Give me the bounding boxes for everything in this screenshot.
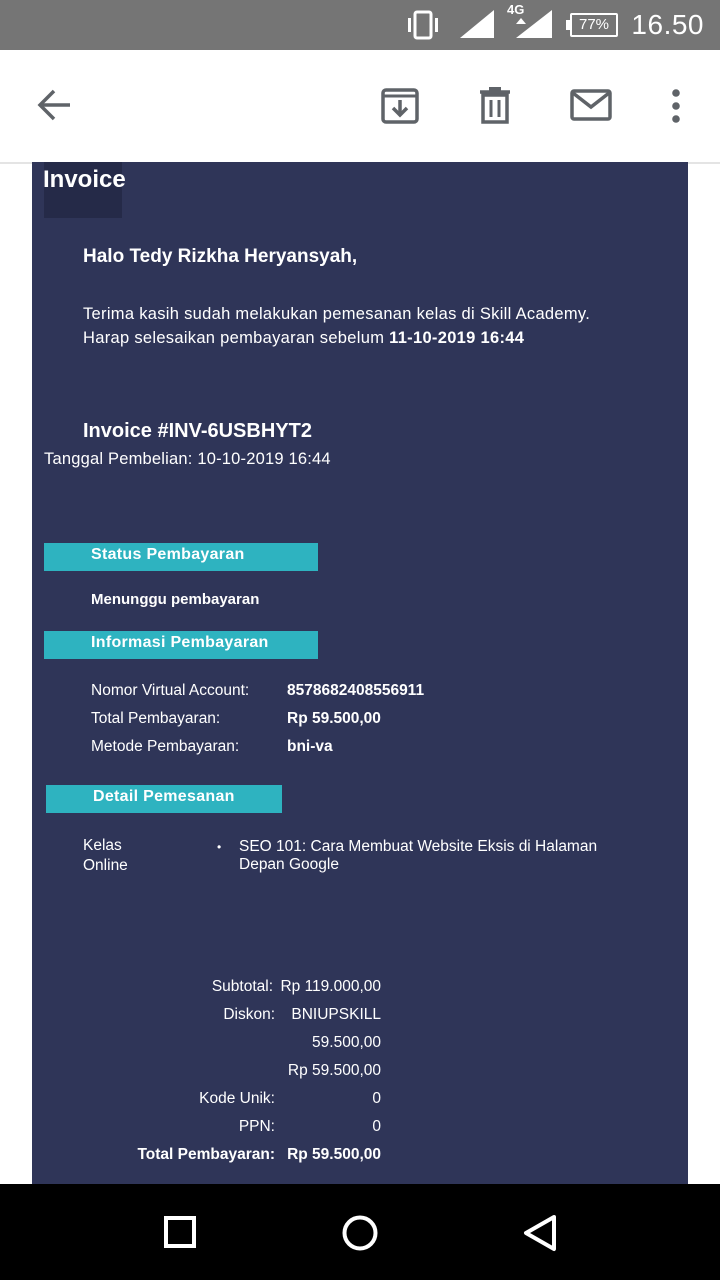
- discount-amount: 59.500,00: [312, 1034, 381, 1051]
- virtual-account-value: 8578682408556911: [287, 682, 425, 699]
- signal-4g-icon: [516, 10, 554, 45]
- payment-deadline: 11-10-2019 16:44: [389, 329, 525, 347]
- discount-code: BNIUPSKILL: [291, 1006, 381, 1023]
- invoice-email-body: [32, 162, 688, 1184]
- subtotal-value: Rp 119.000,00: [280, 978, 381, 995]
- tax-value: 0: [372, 1118, 381, 1135]
- order-category-line-2: Online: [83, 857, 128, 874]
- payment-method-value: bni-va: [287, 738, 333, 755]
- system-nav-bar: [0, 1184, 720, 1280]
- payment-status: Menunggu pembayaran: [91, 591, 260, 608]
- status-section-header: Status Pembayaran: [44, 543, 318, 571]
- course-title: SEO 101: Cara Membuat Website Eksis di Halaman Depan Google: [239, 838, 598, 873]
- discount-label: Diskon:: [223, 1006, 275, 1023]
- payment-method-label: Metode Pembayaran:: [91, 738, 240, 755]
- order-category: [83, 836, 153, 876]
- back-arrow-icon[interactable]: [36, 88, 74, 127]
- order-category-line-1: Kelas: [83, 837, 122, 854]
- home-circle-icon[interactable]: [341, 1214, 379, 1257]
- purchase-date: Tanggal Pembelian: 10-10-2019 16:44: [44, 450, 331, 468]
- email-toolbar: [0, 50, 720, 164]
- status-bar: [0, 0, 720, 50]
- intro-paragraph: [83, 302, 590, 350]
- invoice-number: Invoice #INV-6USBHYT2: [83, 420, 312, 442]
- greeting: Halo Tedy Rizkha Heryansyah,: [83, 246, 358, 267]
- signal-icon: [460, 10, 496, 45]
- clock: 16.50: [631, 9, 704, 40]
- payment-info-section-header: Informasi Pembayaran: [44, 631, 318, 659]
- after-discount-value: Rp 59.500,00: [287, 1062, 381, 1079]
- archive-icon[interactable]: [381, 86, 419, 129]
- unique-code-label: Kode Unik:: [199, 1090, 275, 1107]
- mail-icon[interactable]: [570, 89, 612, 126]
- bullet-icon: •: [217, 840, 222, 854]
- more-vert-icon[interactable]: [670, 88, 682, 129]
- intro-line-2: [83, 326, 590, 350]
- total-payment-value: Rp 59.500,00: [287, 710, 381, 727]
- network-type-label: 4G: [507, 2, 525, 17]
- battery-icon: 77%: [570, 13, 618, 37]
- grand-total-label: Total Pembayaran:: [137, 1146, 275, 1163]
- unique-code-value: 0: [372, 1090, 381, 1107]
- tax-label: PPN:: [238, 1118, 275, 1135]
- invoice-header-block: [43, 162, 126, 218]
- grand-total-value: Rp 59.500,00: [287, 1146, 381, 1163]
- back-triangle-icon[interactable]: [522, 1214, 558, 1257]
- total-payment-label: Total Pembayaran:: [91, 710, 221, 727]
- subtotal-label: Subtotal:: [211, 978, 273, 995]
- intro-line-1: Terima kasih sudah melakukan pemesanan kelas di Skill Academy.: [83, 305, 591, 323]
- invoice-header-title: Invoice: [43, 166, 126, 193]
- order-detail-section-header: Detail Pemesanan: [46, 785, 282, 813]
- deadline-prefix: Harap selesaikan pembayaran sebelum: [83, 329, 390, 347]
- virtual-account-label: Nomor Virtual Account:: [91, 682, 250, 699]
- vibrate-icon: [405, 10, 441, 45]
- recents-square-icon[interactable]: [164, 1216, 196, 1253]
- delete-icon[interactable]: [478, 86, 512, 129]
